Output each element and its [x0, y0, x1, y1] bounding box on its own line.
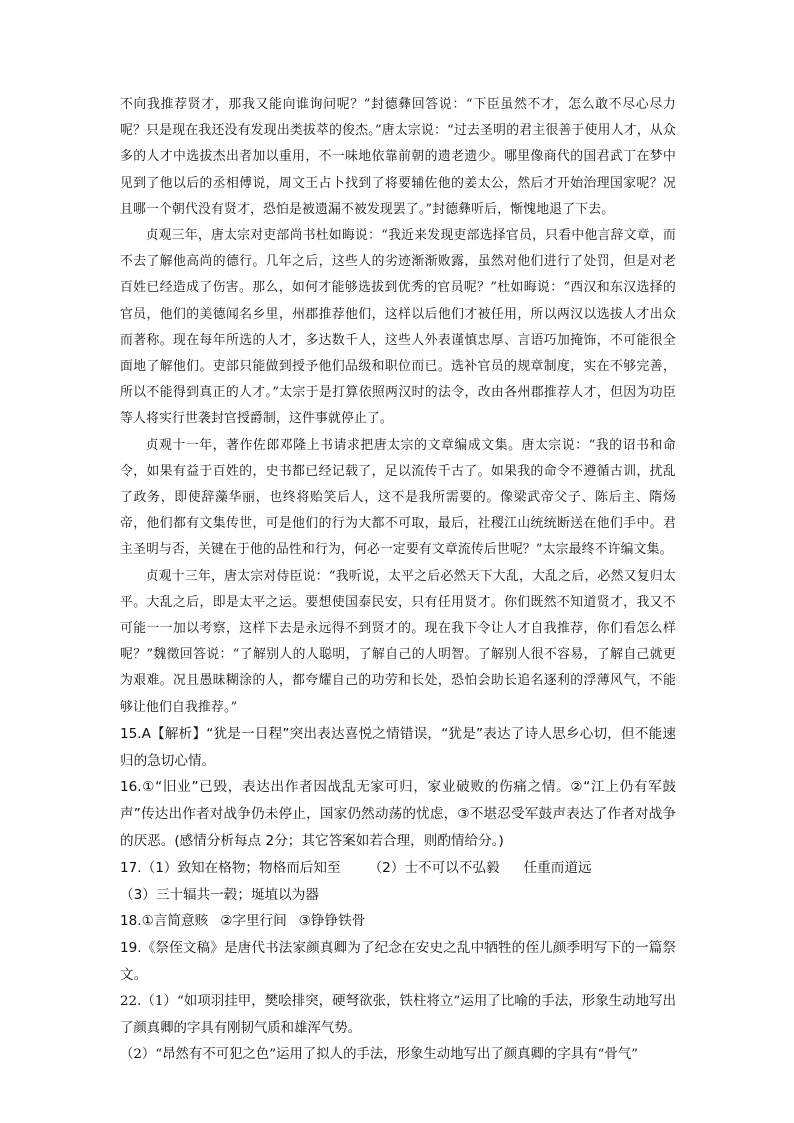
answer-17-part-2: （2）士不可以不弘毅 — [368, 859, 500, 876]
answer-18 — [120, 908, 676, 935]
answer-22-part-2: （2）“昂然有不可犯之色”运用了拟人的手法，形象生动地写出了颜真卿的字具有“骨气” — [120, 1047, 638, 1063]
translation-paragraph-3: 贞观十一年，著作佐郎邓隆上书请求把唐太宗的文章编成文集。唐太宗说：“我的诏书和命令，如果有益于百姓的，史书都已经记载了，足以流传千古了。如果我的命令不遵循古训，扰乱了政务，即使辞藻华丽，也终将贻笑后人，这不是我所需要的。像梁武帝父子、陈后主、隋炀帝，他们都有文集传世，可是他们的行为大都不可取，最后，社稷江山统统断送在他们手中。君主圣明与否，关键在于他的品性和行为，何必一定要有文章流传后世呢？”太宗最终不许编文集。 — [120, 437, 676, 558]
answer-19: 19.《祭侄文稿》是唐代书法家颜真卿为了纪念在安史之乱中牺牲的侄儿颜季明写下的一篇祭文。 — [120, 940, 676, 984]
answer-17-part-1: 17.（1）致知在格物；物格而后知至 — [120, 859, 341, 876]
answer-18-item-1: 18.①言简意赅 — [120, 913, 209, 930]
answer-17-part-2b: 任重而道远 — [523, 859, 592, 876]
answer-22-part-1: 22.（1）“如项羽挂甲，樊哙排突，硬弩欲张，铁柱将立”运用了比喻的手法，形象生动地写出了颜真卿的字具有刚韧气质和雄浑气势。 — [120, 993, 676, 1036]
answer-17-part-3: （3）三十辐共一毂；埏埴以为器 — [120, 886, 319, 903]
translation-paragraph-4: 贞观十三年，唐太宗对侍臣说：“我听说，太平之后必然天下大乱，大乱之后，必然又复归太平。大乱之后，即是太平之运。要想使国泰民安，只有任用贤才。你们既然不知道贤才，我又不可能一一加以考察，这样下去是永远得不到贤才的。现在我下令让人才自我推荐，你们看怎么样呢？”魏徵回答说：“了解别人的人聪明，了解自己的人明智。了解别人很不容易，了解自己就更为艰难。况且愚昧糊涂的人，都夸耀自己的功劳和长处，恐怕会助长追名逐利的浮薄风气，不能够让他们自我推荐。” — [120, 568, 676, 715]
answer-18-item-2: ②字里行间 — [220, 913, 287, 930]
document-content — [120, 92, 676, 1069]
answer-15: 15.A【解析】“犹是一日程”突出表达喜悦之情错误，“犹是”表达了诗人思乡心切，但不能速归的急切心情。 — [120, 725, 676, 769]
translation-paragraph-2: 贞观三年，唐太宗对吏部尚书杜如晦说：“我近来发现吏部选择官员，只看中他言辞文章，而不去了解他高尚的德行。几年之后，这些人的劣迹渐渐败露，虽然对他们进行了处罚，但是对老百姓已经造成了伤害。那么，如何才能够选拔到优秀的官员呢？”杜如晦说：“西汉和东汉选择的官员，他们的美德闻名乡里，州郡推荐他们，这样以后他们才被任用，所以两汉以选拔人才出众而著称。现在每年所选的人才，多达数千人，这些人外表谨慎忠厚、言语巧加掩饰，不可能很全面地了解他们。吏部只能做到授予他们品级和职位而已。选补官员的规章制度，实在不够完善，所以不能得到真正的人才。”太宗于是打算依照两汉时的法令，改由各州郡推荐人才，但因为功臣等人将实行世袭封官授爵制，这件事就停止了。 — [120, 228, 676, 427]
answer-18-item-3: ③铮铮铁骨 — [298, 913, 366, 930]
translation-paragraph-1: 不向我推荐贤才，那我又能向谁询问呢？”封德彝回答说：“下臣虽然不才，怎么敢不尽心尽力呢？只是现在我还没有发现出类拔萃的俊杰。”唐太宗说：“过去圣明的君主很善于使用人才，从众多的人才中选拔杰出者加以重用，不一味地依靠前朝的遗老遗少。哪里像商代的国君武丁在梦中见到了他以后的丞相傅说，周文王占卜找到了将要辅佐他的姜太公，然后才开始治理国家呢？况且哪一个朝代没有贤才，恐怕是被遗漏不被发现罢了。”封德彝听后，惭愧地退了下去。 — [120, 97, 676, 217]
answer-16: 16.①“旧业”已毁，表达出作者因战乱无家可归，家业破败的伤痛之情。②“江上仍有军鼓声”传达出作者对战争仍未停止，国家仍然动荡的忧虑，③不堪忍受军鼓声表达了作者对战争的厌恶。(感情分析每点 2分；其它答案如若合理，则酌情给分。) — [120, 779, 676, 850]
answer-17-line-1 — [120, 855, 676, 882]
